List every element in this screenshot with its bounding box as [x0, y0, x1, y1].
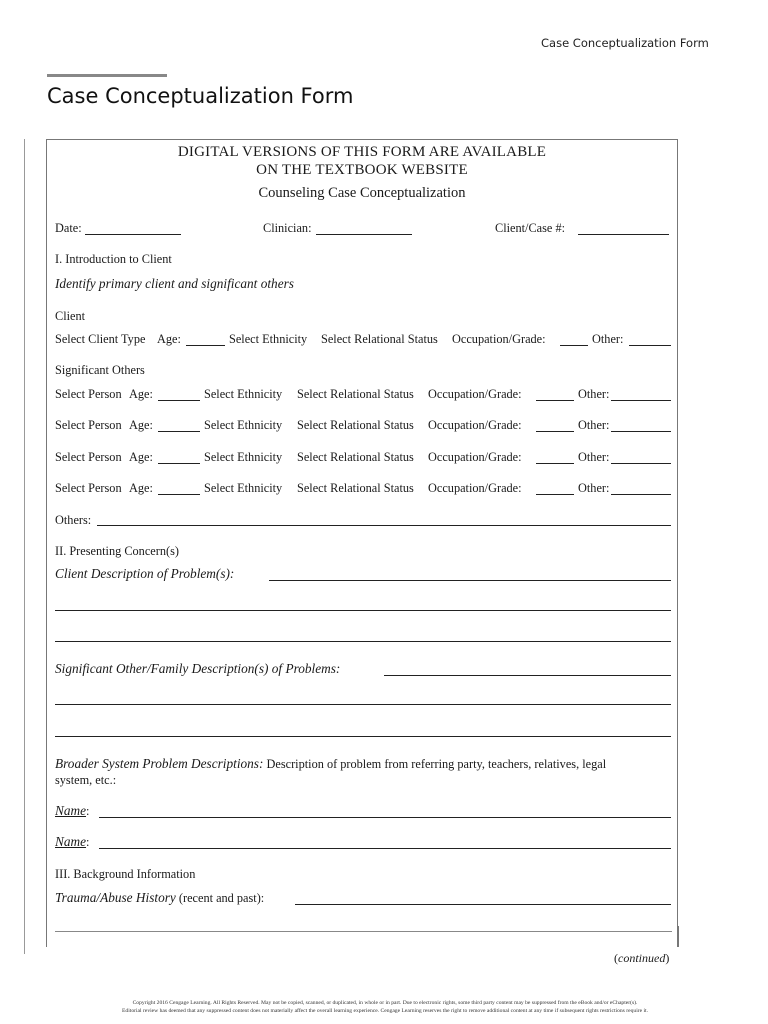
section-2-heading: II. Presenting Concern(s)	[55, 544, 179, 558]
trauma-history-label: Trauma/Abuse History (recent and past):	[55, 890, 265, 905]
person-select[interactable]: Select Person	[55, 418, 122, 432]
date-label: Date:	[55, 221, 82, 235]
continued-note: (continued)	[614, 951, 670, 965]
section-1-heading: I. Introduction to Client	[55, 252, 172, 266]
client-relational-select[interactable]: Select Relational Status	[321, 332, 438, 346]
name-field-2[interactable]	[99, 848, 671, 849]
person-age-field[interactable]	[158, 431, 200, 432]
person-other-label: Other:	[578, 481, 610, 495]
form-subtitle: Counseling Case Conceptualization	[258, 185, 466, 201]
name-label-2: Name:	[55, 834, 90, 849]
person-ethnicity-select[interactable]: Select Ethnicity	[204, 450, 283, 464]
person-occupation-field[interactable]	[536, 463, 574, 464]
family-description-line-3[interactable]	[55, 736, 671, 737]
person-age-field[interactable]	[158, 400, 200, 401]
client-ethnicity-select[interactable]: Select Ethnicity	[229, 332, 308, 346]
client-age-label: Age:	[157, 332, 181, 346]
person-occupation-label: Occupation/Grade:	[428, 387, 522, 401]
left-margin-rule	[24, 139, 25, 954]
person-other-label: Other:	[578, 418, 610, 432]
client-other-label: Other:	[592, 332, 624, 346]
page-title: Case Conceptualization Form	[47, 84, 354, 108]
person-other-field[interactable]	[611, 494, 671, 495]
clinician-label: Clinician:	[263, 221, 312, 235]
person-other-label: Other:	[578, 387, 610, 401]
client-case-field[interactable]	[578, 234, 669, 235]
person-age-label: Age:	[129, 418, 153, 432]
person-ethnicity-select[interactable]: Select Ethnicity	[204, 387, 283, 401]
family-description-label: Significant Other/Family Description(s) of Problems:	[55, 661, 341, 676]
client-description-line-3[interactable]	[55, 641, 671, 642]
client-type-select[interactable]: Select Client Type	[55, 332, 146, 346]
clinician-field[interactable]	[316, 234, 412, 235]
section-1-instruction: Identify primary client and significant others	[55, 276, 294, 291]
person-age-label: Age:	[129, 387, 153, 401]
name-field-1[interactable]	[99, 817, 671, 818]
client-description-field[interactable]	[269, 580, 671, 581]
others-label: Others:	[55, 513, 92, 527]
person-age-field[interactable]	[158, 463, 200, 464]
section-3-heading: III. Background Information	[55, 867, 196, 881]
person-occupation-label: Occupation/Grade:	[428, 418, 522, 432]
person-occupation-label: Occupation/Grade:	[428, 481, 522, 495]
person-ethnicity-select[interactable]: Select Ethnicity	[204, 481, 283, 495]
form-bottom-rule	[55, 931, 672, 932]
client-other-field[interactable]	[629, 345, 671, 346]
person-ethnicity-select[interactable]: Select Ethnicity	[204, 418, 283, 432]
client-description-label: Client Description of Problem(s):	[55, 566, 235, 581]
person-select[interactable]: Select Person	[55, 450, 122, 464]
person-occupation-field[interactable]	[536, 494, 574, 495]
client-label: Client	[55, 309, 86, 323]
copyright-line-2: Editorial review has deemed that any suppressed content does not materially affect the overall learning experience. Cengage Learning reserves the right to remove additional content at any time if subsequent rights restrictions require it.	[122, 1008, 648, 1014]
copyright-notice	[40, 999, 730, 1015]
broader-system-description-cont: system, etc.:	[55, 773, 117, 787]
date-field[interactable]	[85, 234, 181, 235]
form-right-edge	[678, 926, 679, 947]
person-relational-select[interactable]: Select Relational Status	[297, 387, 414, 401]
banner-line-1: DIGITAL VERSIONS OF THIS FORM ARE AVAILABLE	[177, 144, 547, 160]
broader-system-italic: Broader System Problem Descriptions:	[55, 756, 264, 771]
person-select[interactable]: Select Person	[55, 387, 122, 401]
client-occupation-field[interactable]	[560, 345, 588, 346]
person-other-label: Other:	[578, 450, 610, 464]
running-head: Case Conceptualization Form	[541, 36, 709, 50]
client-age-field[interactable]	[186, 345, 225, 346]
banner-line-2: ON THE TEXTBOOK WEBSITE	[256, 162, 468, 178]
others-field[interactable]	[97, 525, 671, 526]
copyright-line-1: Copyright 2016 Cengage Learning. All Rights Reserved. May not be copied, scanned, or duplicated, in whole or in part. Due to electronic rights, some third party content may be suppressed from the eBook and/or eChapter(s).	[132, 1000, 638, 1006]
person-relational-select[interactable]: Select Relational Status	[297, 450, 414, 464]
client-description-line-2[interactable]	[55, 610, 671, 611]
person-occupation-field[interactable]	[536, 431, 574, 432]
person-age-label: Age:	[129, 481, 153, 495]
client-occupation-label: Occupation/Grade:	[452, 332, 546, 346]
significant-others-label: Significant Others	[55, 363, 145, 377]
person-age-label: Age:	[129, 450, 153, 464]
client-case-label: Client/Case #:	[495, 221, 566, 235]
broader-system-description: Description of problem from referring party, teachers, relatives, legal	[266, 757, 607, 771]
person-other-field[interactable]	[611, 400, 671, 401]
family-description-field[interactable]	[384, 675, 671, 676]
title-rule	[47, 74, 167, 77]
family-description-line-2[interactable]	[55, 704, 671, 705]
person-other-field[interactable]	[611, 431, 671, 432]
person-occupation-field[interactable]	[536, 400, 574, 401]
trauma-history-field[interactable]	[295, 904, 671, 905]
broader-system-label	[55, 756, 606, 772]
person-relational-select[interactable]: Select Relational Status	[297, 481, 414, 495]
person-relational-select[interactable]: Select Relational Status	[297, 418, 414, 432]
person-occupation-label: Occupation/Grade:	[428, 450, 522, 464]
person-other-field[interactable]	[611, 463, 671, 464]
name-label-1: Name:	[55, 803, 90, 818]
person-select[interactable]: Select Person	[55, 481, 122, 495]
person-age-field[interactable]	[158, 494, 200, 495]
